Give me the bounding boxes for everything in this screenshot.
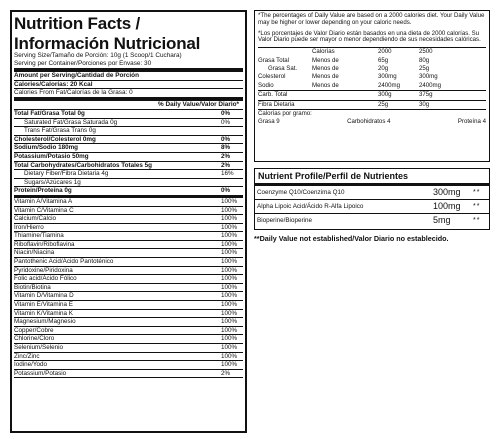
profile-row: [255, 200, 489, 214]
ref-cell: 2500: [419, 48, 433, 56]
nutrient-name: Vitamin C/Vitamina C: [14, 206, 74, 214]
title-es: Información Nutricional: [14, 34, 201, 53]
nutrition-facts-panel: [10, 10, 247, 433]
nutrient-row: [14, 170, 243, 179]
profile-name: Bioperine/Bioperine: [257, 217, 312, 224]
protein-per-gram: Proteína 4: [457, 117, 486, 125]
ref-cell: 25g: [419, 65, 430, 72]
nutrient-name: Sodium/Sodio 180mg: [14, 144, 79, 152]
nutrient-row: [14, 119, 243, 128]
reference-rows: [258, 57, 486, 109]
profile-title: Nutrient Profile/Perfil de Nutrientes: [255, 169, 489, 186]
nutrient-percent: 100%: [221, 266, 238, 274]
serving-size: Serving Size/Tamaño de Porción: 10g (1 Scoop/1 Cuchara): [14, 52, 182, 59]
daily-value-footnote-box: [254, 10, 490, 162]
ref-cell: Carb. Total: [258, 91, 288, 99]
nutrient-name: Thiamine/Tiamina: [14, 232, 64, 240]
profile-row: [255, 186, 489, 200]
footnote-es: *Los porcentajes de Valor Diario están basados en una dieta de 2000 calorías. Su Valor Diario puede ser mayor o menor dependiendo de sus necesidades calóricas.: [258, 29, 481, 44]
nutrient-row: [14, 232, 243, 241]
nutrient-name: Vitamin K/Vitamina K: [14, 309, 73, 317]
ref-cell: 2400mg: [419, 81, 442, 89]
nutrient-name: Vitamin E/Vitamina E: [14, 301, 73, 309]
nutrient-percent: [221, 179, 243, 187]
ref-cell: 300mg: [419, 73, 438, 81]
ref-cell: [312, 91, 378, 99]
ref-cell: [258, 48, 312, 56]
nutrient-percent: 100%: [221, 258, 238, 266]
profile-list: [255, 186, 489, 227]
nutrient-name: Copper/Cobre: [14, 326, 54, 334]
nutrient-percent: 100%: [221, 232, 238, 240]
nutrient-percent: 100%: [221, 197, 238, 205]
profile-name: Coenzyme Q10/Coenzima Q10: [257, 189, 345, 196]
nutrient-row: [14, 127, 243, 136]
nutrient-row: [14, 144, 243, 153]
nutrient-percent: 100%: [221, 215, 238, 223]
nutrient-percent: 100%: [221, 344, 238, 351]
nutrient-row: [14, 267, 243, 276]
daily-value-not-established-note: **Daily Value not established/Valor Diario no establecido.: [254, 234, 449, 243]
nutrient-row: [14, 318, 243, 327]
nutrient-percent: 2%: [221, 152, 231, 160]
reference-row: [258, 82, 486, 90]
nutrient-row: [14, 241, 243, 250]
nutrient-percent: 100%: [221, 352, 238, 360]
profile-dv: **: [473, 203, 481, 210]
nutrient-percent: 100%: [221, 275, 238, 283]
reference-header-row: [258, 48, 486, 56]
nutrient-row: [14, 136, 243, 145]
nutrient-name: Potassium/Potasio: [14, 369, 67, 377]
nutrient-name: Iron/Hierro: [14, 223, 44, 231]
nutrient-row: [14, 292, 243, 301]
profile-amount: 5mg: [433, 215, 451, 225]
nutrient-name: Cholesterol/Colesterol 0mg: [14, 135, 96, 143]
nutrient-percent: 2%: [221, 369, 231, 377]
reference-row: [258, 65, 486, 73]
ref-cell: 300mg: [378, 73, 397, 81]
nutrient-percent: 0%: [221, 187, 231, 195]
nutrient-name: Protein/Proteína 0g: [14, 187, 72, 195]
nutrient-percent: 100%: [221, 283, 238, 291]
ref-cell: Grasa Sat.: [268, 65, 298, 72]
ref-cell: Colesterol: [258, 73, 286, 81]
calories-per-gram: Calorías por gramo:: [258, 109, 486, 118]
ref-cell: 375g: [419, 91, 433, 99]
ref-cell: 20g: [378, 65, 389, 72]
ref-cell: 2000: [378, 48, 392, 56]
nutrient-name: Pantothenic Acid/Ácido Pantoténico: [14, 258, 114, 266]
nutrient-row: [14, 249, 243, 258]
nutrient-name: Saturated Fat/Grasa Saturada 0g: [24, 118, 118, 126]
nutrient-percent: 0%: [221, 118, 231, 126]
amount-per-serving: Amount per Serving/Cantidad de Porción: [14, 72, 243, 81]
nutrient-profile-box: [254, 168, 490, 230]
nutrient-row: [14, 207, 243, 216]
nutrient-row: [14, 110, 243, 119]
nutrient-percent: 0%: [221, 135, 231, 143]
nutrient-row: [14, 258, 243, 267]
nutrient-row: [14, 361, 243, 370]
calories-from-fat: Calories From Fat/Calorías de la Grasa: 0: [14, 89, 243, 98]
nutrient-name: Vitamin D/Vitamina D: [14, 292, 74, 300]
ref-cell: Menos de: [312, 81, 339, 89]
calories: Calories/Calorías: 20 Kcal: [14, 81, 243, 90]
nutrient-name: Selenium/Selenio: [14, 344, 64, 351]
nutrient-percent: 100%: [221, 292, 238, 300]
nutrient-percent: 100%: [221, 318, 238, 326]
reference-table: [258, 47, 486, 109]
nutrient-percent: 0%: [221, 109, 231, 117]
profile-amount: 100mg: [433, 201, 461, 211]
nutrient-percent: 16%: [221, 170, 234, 178]
ref-cell: 80g: [419, 56, 430, 64]
nutrient-row: [14, 327, 243, 336]
nutrient-percent: 2%: [221, 161, 231, 169]
ref-cell: Menos de: [312, 65, 339, 72]
reference-row: [258, 90, 486, 99]
nutrient-row: [14, 198, 243, 207]
nutrient-name: Magnesium/Magnesio: [14, 318, 76, 326]
reference-row: [258, 57, 486, 65]
fat-per-gram: Grasa 9: [258, 117, 280, 125]
nutrient-name: Niacin/Niacina: [14, 249, 55, 257]
nutrient-name: Biotin/Biotina: [14, 283, 51, 291]
nutrient-row: [14, 187, 243, 198]
nutrient-row: [14, 179, 243, 188]
nutrient-name: Iodine/Yodo: [14, 361, 48, 369]
nutrient-row: [14, 335, 243, 344]
nutrient-percent: 100%: [221, 249, 238, 257]
nutrient-name: Total Fat/Grasa Total 0g: [14, 109, 85, 117]
nutrient-row: [14, 284, 243, 293]
nutrient-percent: 100%: [221, 335, 238, 343]
ref-cell: Calorías: [312, 48, 335, 56]
nutrient-percent: 100%: [221, 361, 238, 369]
ref-cell: Menos de: [312, 73, 339, 81]
profile-dv: **: [473, 189, 481, 196]
ref-cell: Sodio: [258, 81, 274, 89]
ref-cell: 30g: [419, 100, 430, 108]
nutrient-name: Riboflavin/Riboflavina: [14, 240, 75, 248]
nutrient-name: Chlorine/Cloro: [14, 335, 55, 343]
nutrient-row: [14, 344, 243, 353]
per-gram-row: [258, 118, 486, 126]
nutrient-percent: 100%: [221, 206, 238, 214]
nutrient-row: [14, 275, 243, 284]
ref-cell: 25g: [378, 100, 389, 108]
profile-amount: 300mg: [433, 187, 461, 197]
nutrient-name: Vitamin A/Vitamina A: [14, 197, 73, 205]
title-en: Nutrition Facts /: [14, 14, 140, 33]
ref-cell: Menos de: [312, 56, 339, 64]
nutrient-name: Folic acid/Ácido Fólico: [14, 275, 77, 283]
nutrient-name: Calcium/Calcio: [14, 215, 56, 223]
servings-per-container: Serving per Container/Porciones por Envase: 30: [14, 59, 152, 67]
nutrient-name: Dietary Fiber/Fibra Dietaria 4g: [24, 170, 109, 178]
nutrient-percent: 8%: [221, 144, 231, 152]
footnote-en: *The percentages of Daily Value are based on a 2000 calories diet. Your Daily Value may be higher or lower depending on your caloric needs.: [258, 12, 485, 26]
nutrient-row: [14, 310, 243, 319]
nutrient-name: Potassium/Potasio 50mg: [14, 152, 89, 160]
profile-row: [255, 214, 489, 227]
ref-cell: 300g: [378, 91, 392, 99]
nutrient-row: [14, 370, 243, 379]
ref-cell: [312, 101, 378, 109]
nutrient-percent: 100%: [221, 240, 238, 248]
nutrient-row: [14, 301, 243, 310]
ref-cell: Fibra Dietaria: [258, 100, 295, 108]
nutrient-percent: 100%: [221, 223, 238, 231]
nutrient-name: Sugars/Azúcares 1g: [24, 178, 81, 186]
nutrient-row: [14, 215, 243, 224]
profile-name: Alpha Lipoic Acid/Ácido R-Alfa Lipoico: [257, 203, 364, 210]
nutrient-percent: 100%: [221, 326, 238, 334]
ref-cell: 65g: [378, 56, 389, 64]
nutrient-percent: 100%: [221, 309, 238, 317]
nutrient-percent: [221, 127, 243, 135]
carbs-per-gram: Carbohidratos 4: [347, 117, 391, 125]
nutrient-name: Pyridoxine/Piridoxina: [14, 266, 73, 274]
nutrient-name: Zinc/Zinc: [14, 352, 40, 360]
nutrient-percent: 100%: [221, 301, 238, 309]
nutrient-list: [14, 110, 243, 378]
ref-cell: 2400mg: [378, 81, 401, 89]
nutrient-row: [14, 162, 243, 171]
daily-value-header: % Daily Value/Valor Diario*: [14, 101, 243, 110]
nutrient-row: [14, 224, 243, 233]
reference-row: [258, 73, 486, 81]
nutrient-row: [14, 353, 243, 362]
nutrient-name: Total Carbohydrates/Carbohidratos Totales 5g: [14, 161, 152, 169]
reference-row: [258, 100, 486, 109]
profile-dv: **: [473, 217, 481, 224]
ref-cell: Grasa Total: [258, 56, 290, 64]
nutrient-row: [14, 153, 243, 162]
nutrient-name: Trans Fat/Grasa Trans 0g: [24, 127, 96, 135]
